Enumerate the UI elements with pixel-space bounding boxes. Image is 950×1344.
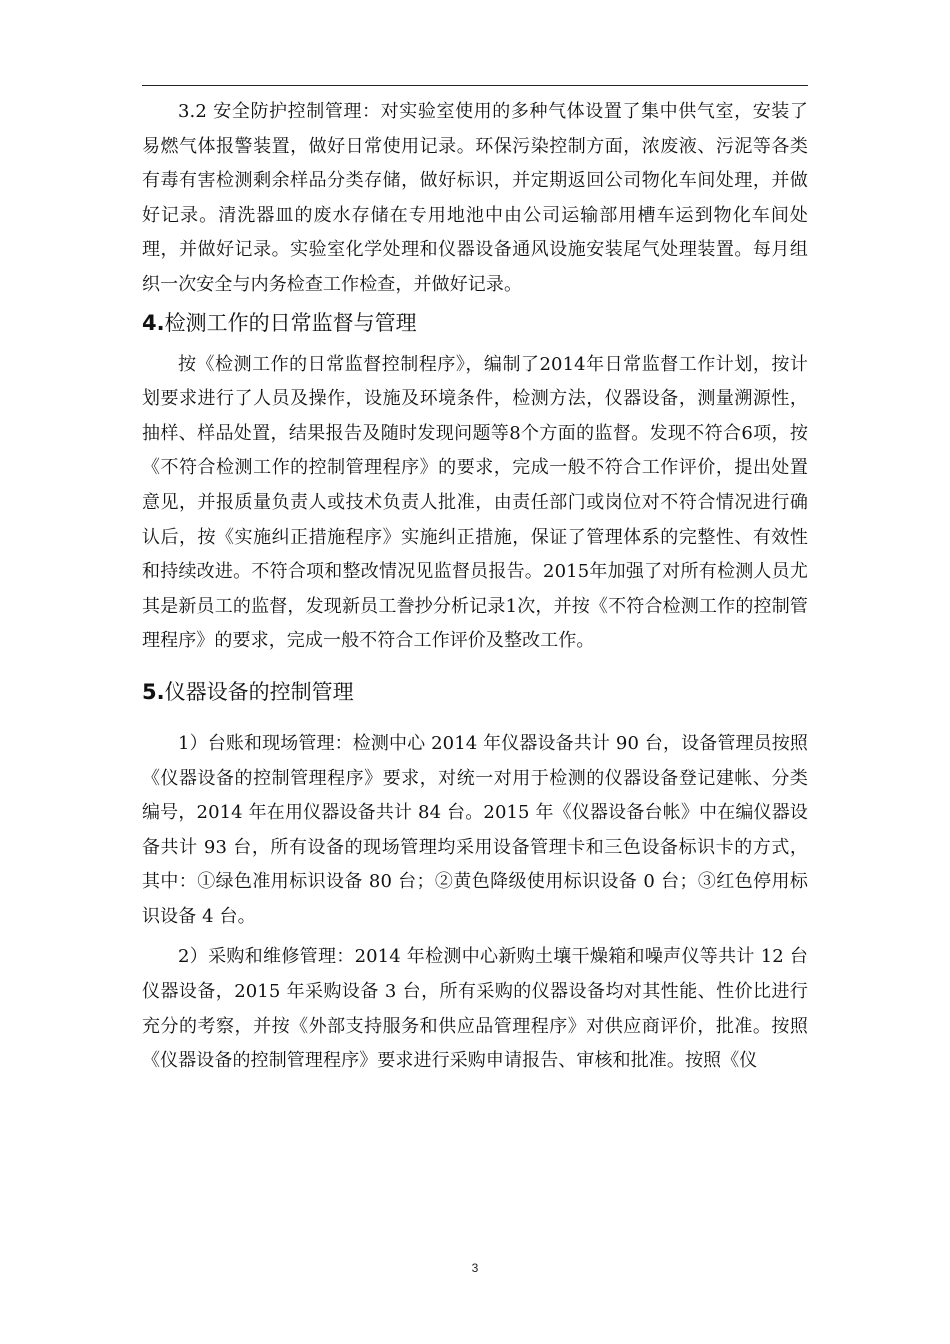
section-4-heading bbox=[142, 308, 808, 338]
paragraph-5-2: 2）采购和维修管理：2014 年检测中心新购土壤干燥箱和噪声仪等共计 12 台仪器设备，2015 年采购设备 3 台，所有采购的仪器设备均对其性能、性价比进行充分的考察，并按《外部支持服务和供应品管理程序》对供应商评价，批准。按照《仪器设备的控制管理程序》要求进行采购申请报告、审核和批准。按照《仪 bbox=[142, 946, 808, 1072]
paragraph-3-2: 3.2 安全防护控制管理：对实验室使用的多种气体设置了集中供气室，安装了易燃气体报警装置，做好日常使用记录。环保污染控制方面，浓废液、污泥等各类有毒有害检测剩余样品分类存储，做好标识，并定期返回公司物化车间处理，并做好记录。清洗器皿的废水存储在专用地池中由公司运输部用槽车运到物化车间处理，并做好记录。实验室化学处理和仪器设备通风设施安装尾气处理装置。每月组织一次安全与内务检查工作检查，并做好记录。 bbox=[142, 101, 808, 295]
section-5-heading bbox=[142, 677, 808, 707]
section-4-title: 检测工作的日常监督与管理 bbox=[164, 310, 417, 335]
section-5-number: 5. bbox=[142, 679, 165, 704]
page-number: 3 bbox=[471, 1261, 479, 1275]
paragraph-4: 按《检测工作的日常监督控制程序》，编制了2014年日常监督工作计划，按计划要求进行了人员及操作，设施及环境条件，检测方法，仪器设备，测量溯源性，抽样、样品处置，结果报告及随时发现问题等8个方面的监督。发现不符合6项，按《不符合检测工作的控制管理程序》的要求，完成一般不符合工作评价，提出处置意见，并报质量负责人或技术负责人批准，由责任部门或岗位对不符合情况进行确认后，按《实施纠正措施程序》实施纠正措施，保证了管理体系的完整性、有效性和持续改进。不符合项和整改情况见监督员报告。2015年加强了对所有检测人员尤其是新员工的监督，发现新员工誊抄分析记录1次，并按《不符合检测工作的控制管理程序》的要求，完成一般不符合工作评价及整改工作。 bbox=[142, 353, 808, 652]
section-5-title: 仪器设备的控制管理 bbox=[164, 679, 354, 704]
header-rule bbox=[142, 85, 808, 86]
paragraph-5-1: 1）台账和现场管理：检测中心 2014 年仪器设备共计 90 台，设备管理员按照《仪器设备的控制管理程序》要求，对统一对用于检测的仪器设备登记建帐、分类编号，2014 年在用仪器设备共计 84 台。2015 年《仪器设备台帐》中在编仪器设备共计 93 台，所有设备的现场管理均采用设备管理卡和三色设备标识卡的方式，其中：①绿色准用标识设备 80 台；②黄色降级使用标识设备 0 台；③红色停用标识设备 4 台。 bbox=[142, 732, 808, 927]
document-body bbox=[142, 95, 808, 1079]
section-4-number: 4. bbox=[142, 310, 165, 335]
